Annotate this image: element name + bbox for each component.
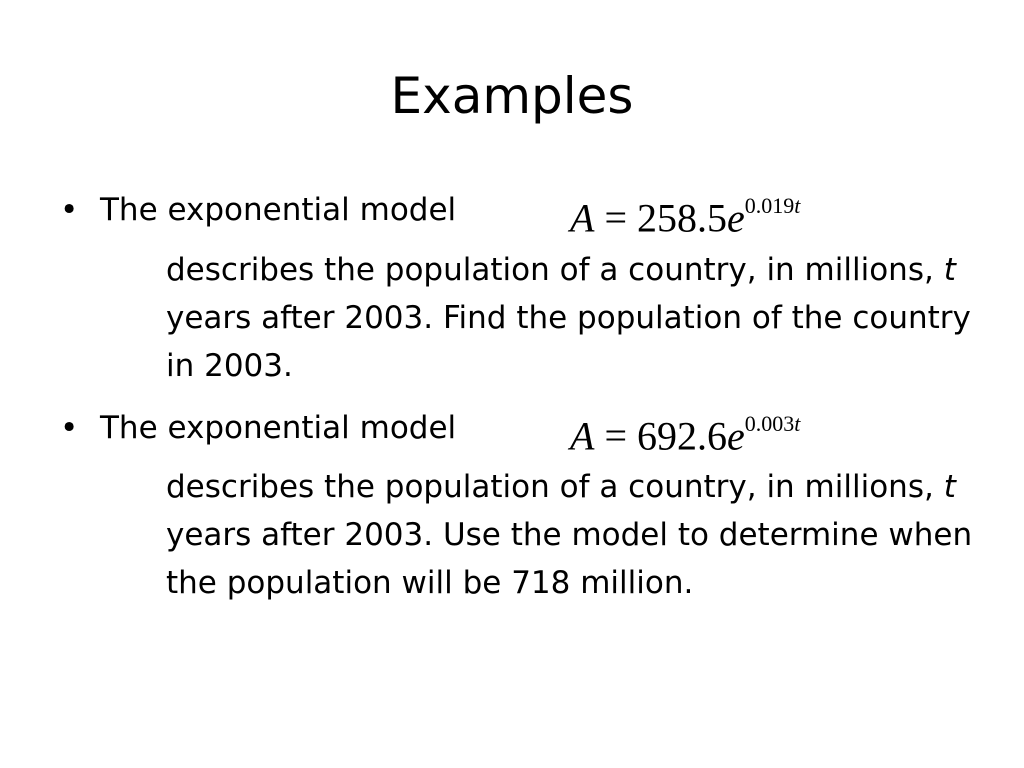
bullet-marker: • bbox=[60, 410, 79, 446]
slide-title: Examples bbox=[390, 67, 634, 125]
description-text-before: describes the population of a country, in millions, bbox=[166, 469, 934, 505]
formula-exponent bbox=[745, 193, 801, 218]
formula-lhs: A bbox=[570, 195, 595, 241]
formula-base: e bbox=[727, 413, 745, 459]
formula-equals: = bbox=[604, 413, 627, 459]
bullet-item-1 bbox=[60, 190, 456, 230]
description-variable-t: t bbox=[943, 252, 956, 288]
description-paragraph-2 bbox=[166, 463, 986, 607]
bullet-lead-text: The exponential model bbox=[100, 192, 457, 228]
formula-base: e bbox=[727, 195, 745, 241]
formula-coefficient: 258.5 bbox=[637, 195, 727, 241]
formula-lhs: A bbox=[570, 413, 595, 459]
formula-exponent-number: 0.003 bbox=[744, 411, 795, 436]
formula-exponent-variable: t bbox=[794, 411, 801, 436]
formula-exponent-number: 0.019 bbox=[744, 193, 795, 218]
formula-exponent bbox=[745, 411, 801, 436]
formula-2 bbox=[570, 404, 800, 460]
description-variable-t: t bbox=[943, 469, 956, 505]
description-text-after: years after 2003. Use the model to determine when the population will be 718 million. bbox=[166, 517, 973, 601]
description-text-after: years after 2003. Find the population of the country in 2003. bbox=[166, 300, 971, 384]
bullet-lead-text: The exponential model bbox=[100, 410, 457, 446]
description-text-before: describes the population of a country, in millions, bbox=[166, 252, 934, 288]
bullet-item-2 bbox=[60, 408, 456, 448]
formula-equals: = bbox=[604, 195, 627, 241]
formula-1 bbox=[570, 186, 800, 242]
description-paragraph-1 bbox=[166, 246, 986, 390]
formula-coefficient: 692.6 bbox=[637, 413, 727, 459]
bullet-marker: • bbox=[60, 192, 79, 228]
formula-exponent-variable: t bbox=[794, 193, 801, 218]
